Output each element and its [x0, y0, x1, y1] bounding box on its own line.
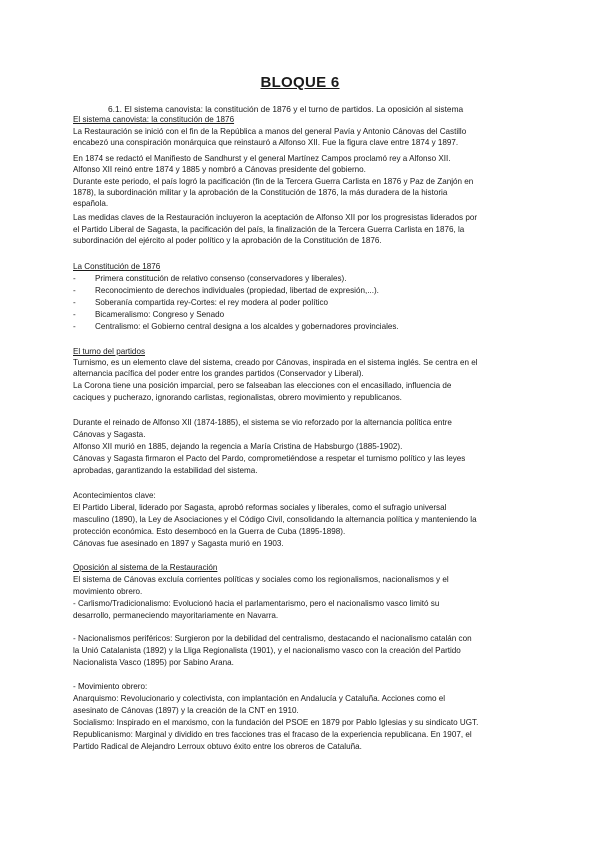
paragraph-line: caciques y pucherazo, ignorando carlistas, regionalistas, obrero movimiento y republicanos. [73, 393, 402, 402]
paragraph-line: - Carlismo/Tradicionalismo: Evolucionó hacia el parlamentarismo, pero el nacionalismo vasco limitó su [73, 599, 440, 608]
paragraph-line: Durante este periodo, el país logró la pacificación (fin de la Tercera Guerra Carlista en 1876 y Paz de Zanjón en [73, 177, 474, 186]
paragraph-line: protección económica. Esto desembocó en la Guerra de Cuba (1895-1898). [73, 527, 346, 536]
bullet-marker: - [73, 286, 76, 295]
paragraph-line: masculino (1890), la Ley de Asociaciones y el Código Civil, consolidando la alternancia política y manteniendo la [73, 515, 477, 524]
paragraph-line: la Unió Catalanista (1892) y la Lliga Regionalista (1901), y el nacionalismo vasco con la creación del Partido [73, 646, 461, 655]
paragraph-line: Anarquismo: Revolucionario y colectivista, con implantación en Andalucía y Cataluña. Acciones como el [73, 694, 446, 703]
paragraph-line: En 1874 se redactó el Manifiesto de Sandhurst y el general Martínez Campos proclamó rey a Alfonso XII. [73, 154, 451, 163]
list-item [73, 310, 224, 320]
paragraph-line: - Nacionalismos periféricos: Surgieron por la debilidad del centralismo, destacando el nacionalismo catalán con [73, 634, 472, 643]
list-item [73, 322, 399, 332]
list-item-text: Reconocimiento de derechos individuales (propiedad, libertad de expresión,...). [95, 286, 379, 295]
paragraph-line: Alfonso XII murió en 1885, dejando la regencia a María Cristina de Habsburgo (1885-1902). [73, 442, 403, 451]
list-item [73, 274, 346, 284]
paragraph-line: alternancia pacífica del poder entre los grandes partidos (Conservador y Liberal). [73, 369, 364, 378]
paragraph-line: Turnismo, es un elemento clave del sistema, creado por Cánovas, inspirada en el sistema inglés. Se centra en el [73, 358, 478, 367]
section-subtitle: 6.1. El sistema canovista: la constitución de 1876 y el turno de partidos. La oposición al sistema [108, 104, 464, 114]
paragraph-line: Republicanismo: Marginal y dividido en tres facciones tras el fracaso de la experiencia republicana. En 1907, el [73, 730, 472, 739]
paragraph-line: La Restauración se inició con el fin de la República a manos del general Pavía y Antonio Cánovas del Castillo [73, 127, 467, 136]
paragraph-line: española. [73, 199, 109, 208]
bullet-marker: - [73, 298, 76, 307]
paragraph-line: El sistema de Cánovas excluía corrientes políticas y sociales como los regionalismos, nacionalismos y el [73, 575, 449, 584]
paragraph-line: subordinación del ejército al poder político y la aprobación de la Constitución de 1876. [73, 236, 382, 245]
list-item [73, 298, 328, 308]
list-item-text: Primera constitución de relativo consenso (conservadores y liberales). [95, 274, 347, 283]
paragraph-line: Cánovas y Sagasta firmaron el Pacto del Pardo, comprometiéndose a respetar el turnismo político y las leyes [73, 454, 466, 463]
paragraph-line: encabezó una conspiración monárquica que reinstauró a Alfonso XII. Fue la figura clave entre 1874 y 1897. [73, 138, 459, 147]
section-heading-turno: El turno del partidos [73, 347, 145, 356]
paragraph-line: 1878), la subordinación militar y la aprobación de la Constitución de 1876, la más duradera de la historia [73, 188, 448, 197]
section-heading-canovista: El sistema canovista: la constitución de 1876 [73, 115, 235, 124]
list-item [73, 286, 379, 296]
list-item-text: Centralismo: el Gobierno central designa a los alcaldes y gobernadores provinciales. [95, 322, 399, 331]
list-item-text: Bicameralismo: Congreso y Senado [95, 310, 225, 319]
paragraph-line: el Partido Liberal de Sagasta, la pacificación del país, la finalización de la Tercera Guerra Carlista en 1876, la [73, 225, 465, 234]
section-heading-constitucion: La Constitución de 1876 [73, 262, 161, 271]
paragraph-line: aprobadas, garantizando la estabilidad del sistema. [73, 466, 258, 475]
paragraph-line: - Movimiento obrero: [73, 682, 148, 691]
bullet-marker: - [73, 274, 76, 283]
section-heading-oposicion: Oposición al sistema de la Restauración [73, 563, 218, 572]
paragraph-line: Durante el reinado de Alfonso XII (1874-1885), el sistema se vio reforzado por la alternancia política entre [73, 418, 452, 427]
paragraph-line: asesinato de Cánovas (1897) y la creación de la CNT en 1910. [73, 706, 299, 715]
paragraph-line: El Partido Liberal, liderado por Sagasta, aprobó reformas sociales y liberales, como el sufragio universal [73, 503, 447, 512]
paragraph-line: movimiento obrero. [73, 587, 143, 596]
section-heading-acontecimientos: Acontecimientos clave: [73, 491, 156, 500]
paragraph-line: Cánovas y Sagasta. [73, 430, 146, 439]
paragraph-line: Las medidas claves de la Restauración incluyeron la aceptación de Alfonso XII por los progresistas liderados por [73, 213, 478, 222]
paragraph-line: Socialismo: Inspirado en el marxismo, con la fundación del PSOE en 1879 por Pablo Iglesias y su sindicato UGT. [73, 718, 479, 727]
paragraph-line: Nacionalista Vasco (1895) por Sabino Arana. [73, 658, 234, 667]
list-item-text: Soberanía compartida rey-Cortes: el rey modera al poder político [95, 298, 329, 307]
page-title: BLOQUE 6 [260, 74, 340, 91]
paragraph-line: desarrollo, permaneciendo mayoritariamente en Navarra. [73, 611, 279, 620]
bullet-marker: - [73, 310, 76, 319]
paragraph-line: Alfonso XII reinó entre 1874 y 1885 y nombró a Cánovas presidente del gobierno. [73, 165, 366, 174]
paragraph-line: Partido Radical de Alejandro Lerroux obtuvo éxito entre los obreros de Cataluña. [73, 742, 362, 751]
paragraph-line: Cánovas fue asesinado en 1897 y Sagasta murió en 1903. [73, 539, 284, 548]
bullet-marker: - [73, 322, 76, 331]
paragraph-line: La Corona tiene una posición imparcial, pero se falseaban las elecciones con el encasillado, influencia de [73, 381, 452, 390]
